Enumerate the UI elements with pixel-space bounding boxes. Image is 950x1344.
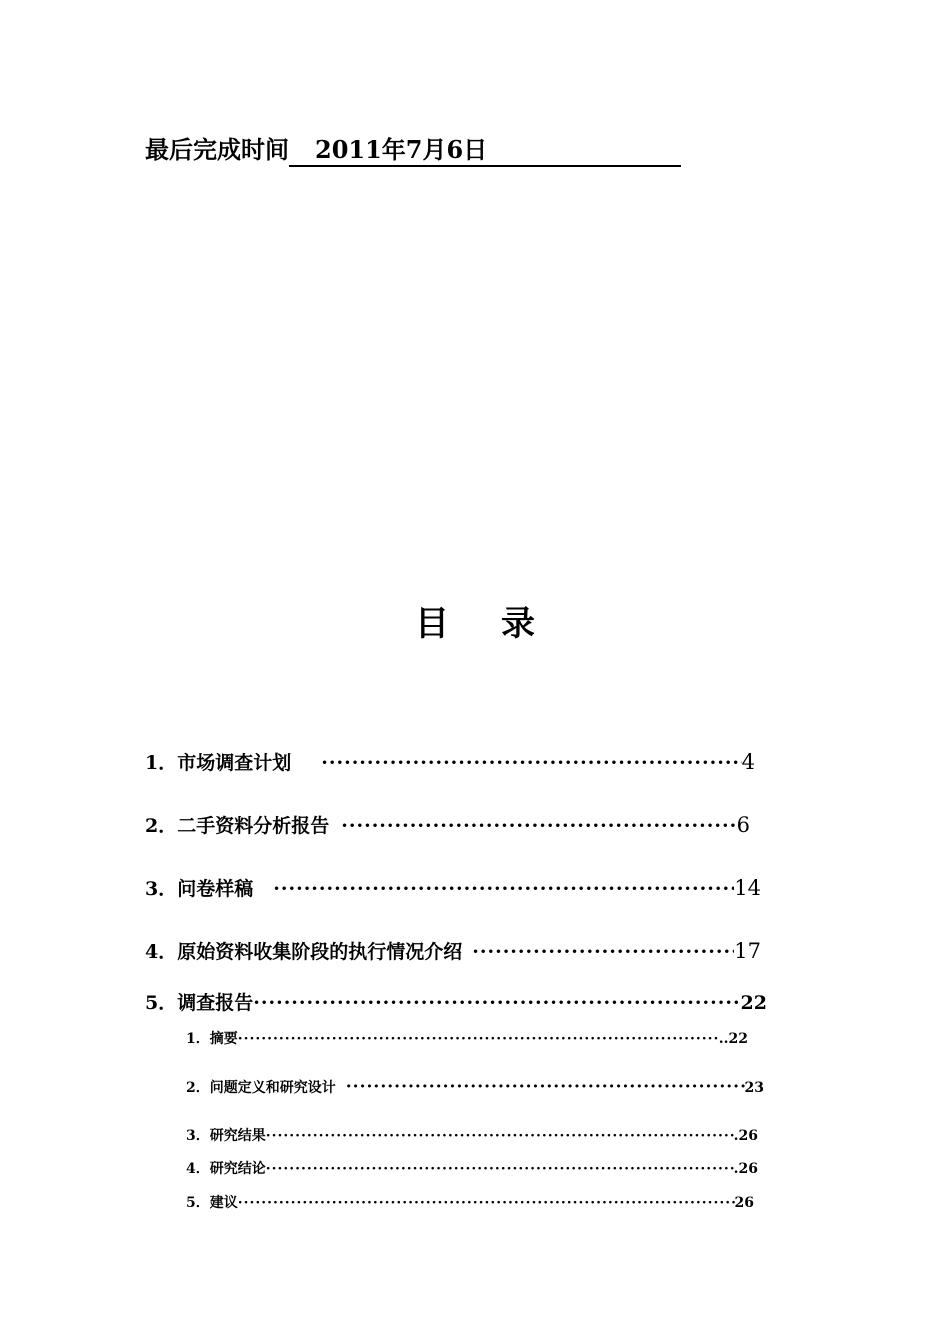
toc-subitem-page: 26 xyxy=(734,1195,754,1211)
toc-subitem-label: 2．问题定义和研究设计 xyxy=(186,1080,336,1096)
completion-date: 2011年7月6日 xyxy=(289,135,681,167)
toc-leader-dots xyxy=(238,1031,719,1047)
toc-leader-dots xyxy=(341,815,736,837)
toc-item-market-plan[interactable] xyxy=(145,748,755,778)
toc-item-questionnaire[interactable] xyxy=(145,874,761,904)
toc-subitem-label: 1．摘要 xyxy=(186,1031,238,1047)
toc-subitem-page: 23 xyxy=(744,1080,764,1096)
toc-leader-dots xyxy=(238,1195,735,1211)
toc-item-secondary-data[interactable] xyxy=(145,811,750,841)
toc-item-page: 4 xyxy=(741,750,755,774)
toc-subitem-results[interactable] xyxy=(186,1125,758,1147)
toc-leader-dots xyxy=(321,752,741,774)
toc-item-label: 5．调查报告 xyxy=(145,992,254,1014)
toc-item-page: 14 xyxy=(734,876,761,900)
toc-subitem-suggestions[interactable] xyxy=(186,1192,754,1214)
toc-item-label: 2．二手资料分析报告 xyxy=(145,815,330,837)
toc-title: 目录 xyxy=(415,604,587,644)
completion-time xyxy=(145,130,681,170)
toc-subitem-label: 4．研究结论 xyxy=(186,1161,266,1177)
toc-subitem-page: .26 xyxy=(733,1161,758,1177)
toc-leader-dots xyxy=(346,1077,745,1097)
toc-subitem-page: ..22 xyxy=(718,1031,748,1047)
toc-leader-dots xyxy=(253,992,740,1014)
completion-label: 最后完成时间 xyxy=(145,135,289,164)
toc-item-page: 6 xyxy=(736,813,750,837)
toc-subitem-conclusions[interactable] xyxy=(186,1158,758,1180)
toc-item-data-collection[interactable] xyxy=(145,937,761,967)
toc-item-page: 22 xyxy=(740,992,767,1014)
toc-item-label: 4．原始资料收集阶段的执行情况介绍 xyxy=(145,941,463,963)
toc-leader-dots xyxy=(266,1128,734,1144)
toc-subitem-label: 3．研究结果 xyxy=(186,1128,266,1144)
toc-item-survey-report[interactable] xyxy=(145,988,767,1018)
toc-item-label: 1．市场调查计划 xyxy=(145,752,292,774)
toc-item-page: 17 xyxy=(734,939,761,963)
toc-item-label: 3．问卷样稿 xyxy=(145,878,254,900)
toc-leader-dots xyxy=(266,1161,734,1177)
toc-leader-dots xyxy=(472,941,734,963)
toc-leader-dots xyxy=(273,878,734,900)
toc-subitem-label: 5．建议 xyxy=(186,1195,238,1211)
toc-subitem-abstract[interactable] xyxy=(186,1028,748,1050)
toc-subitem-page: .26 xyxy=(733,1128,758,1144)
toc-subitem-problem-definition[interactable] xyxy=(186,1077,764,1099)
